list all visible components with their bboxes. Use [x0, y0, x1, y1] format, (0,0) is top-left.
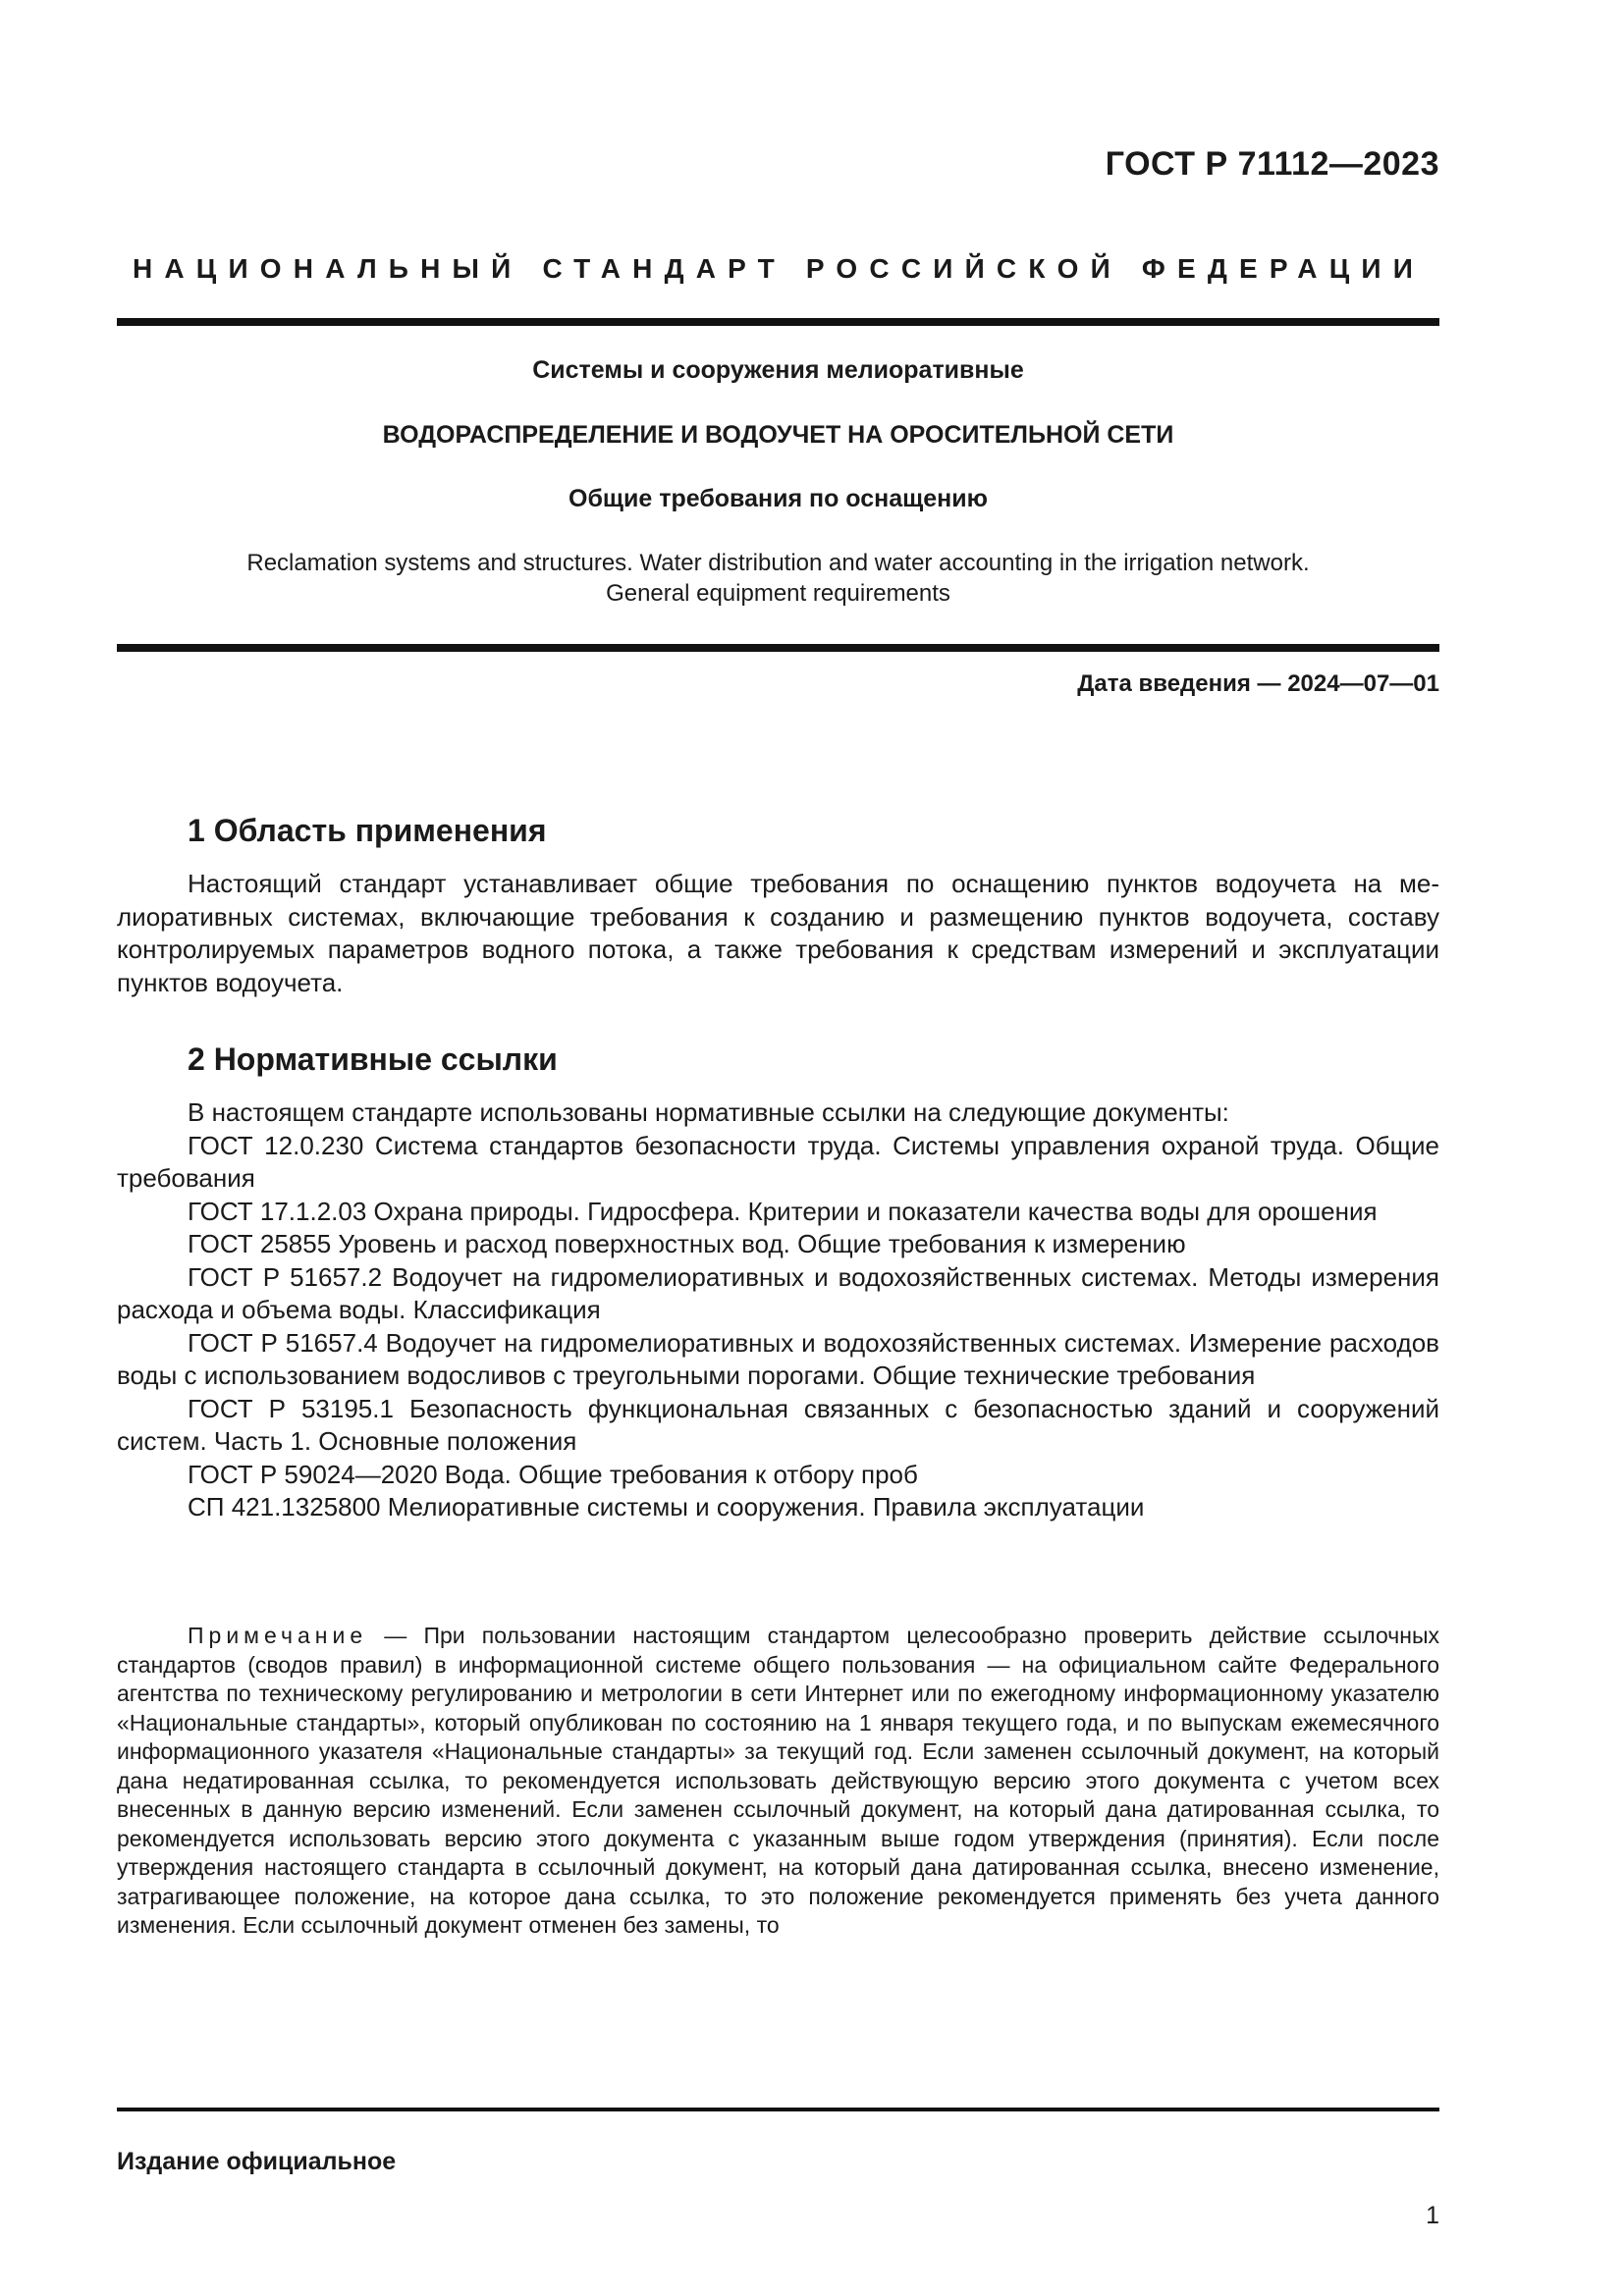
- section-1-heading: 1 Область применения: [188, 813, 547, 848]
- reference-item: СП 421.1325800 Мелиоративные системы и сооружения. Правила эксплуатации: [188, 1492, 1145, 1522]
- reference-item: ГОСТ 12.0.230 Система стандартов безопасности труда. Системы управления охраной труда. Общие требования: [117, 1130, 1439, 1193]
- note-label: Примечание: [188, 1623, 368, 1648]
- section-1: [117, 811, 1439, 850]
- page-number: 1: [1426, 2202, 1439, 2229]
- section-2-body: [117, 1096, 1439, 1524]
- reference-item: ГОСТ Р 51657.4 Водоучет на гидромелиоративных и водохозяйственных системах. Измерение расходов воды с использованием водосливов с треугольными порогами. Общие технические требования: [117, 1327, 1439, 1390]
- introduction-date: Дата введения — 2024—07—01: [1077, 670, 1439, 697]
- header-rule-top: [117, 318, 1439, 326]
- title-group: Системы и сооружения мелиоративные: [532, 356, 1024, 384]
- reference-item: ГОСТ Р 51657.2 Водоучет на гидромелиоративных и водохозяйственных системах. Методы измерения расхода и объема воды. Классификация: [117, 1261, 1439, 1324]
- reference-item: ГОСТ 17.1.2.03 Охрана природы. Гидросфера. Критерии и показатели качества воды для орошения: [188, 1196, 1378, 1226]
- footer-rule: [117, 2108, 1439, 2111]
- section-1-paragraph: Настоящий стандарт устанавливает общие требования по оснащению пунктов водоучета на мелиоративных системах, включающие требования к созданию и размещению пунктов водоучета, составу контролируемых параметров водного потока, а также требования к средствам измерений и эксплуатации пунктов водоучета.: [117, 869, 1439, 997]
- header-rule-bottom: [117, 644, 1439, 652]
- section-2-intro: В настоящем стандарте использованы нормативные ссылки на следующие документы:: [188, 1097, 1229, 1127]
- section-1-body: [117, 868, 1439, 999]
- note-text: — При пользовании настоящим стандартом целесообразно проверить действие ссылочных стандартов (сводов правил) в информационной системе общего пользования — на официальном сайте Федерального агентства по техническому регулированию и метрологии в сети Интернет или по ежегодному информационному указателю «Национальные стандарты», который опубликован по состоянию на 1 января текущего года, и по выпускам ежемесячного информационного указателя «Национальные стандарты» за текущий год. Если заменен ссылочный документ, на который дана недатированная ссылка, то рекомендуется использовать действующую версию этого документа с учетом всех внесенных в данную версию изменений. Если заменен ссылочный документ, на который дана датированная ссылка, то рекомендуется использовать версию этого документа с указанным выше годом утверждения (принятия). Если после утверждения настоящего стандарта в ссылочный документ, на который дана датированная ссылка, внесено изменение, затрагивающее положение, на которое дана ссылка, то это положение рекомендуется применять без учета данного изменения. Если ссылочный документ отменен без замены, то: [117, 1623, 1439, 1938]
- official-edition-label: Издание официальное: [117, 2148, 397, 2175]
- section-2: [117, 1040, 1439, 1079]
- title-english: [117, 548, 1439, 609]
- standard-designation: ГОСТ Р 71112—2023: [1105, 145, 1439, 183]
- reference-note: [117, 1622, 1439, 1941]
- title-english-line-2: General equipment requirements: [606, 580, 950, 607]
- standard-type-header: НАЦИОНАЛЬНЫЙ СТАНДАРТ РОССИЙСКОЙ ФЕДЕРАЦИИ: [132, 253, 1426, 284]
- note-paragraph: [117, 1622, 1439, 1941]
- reference-item: ГОСТ Р 53195.1 Безопасность функциональная связанных с безопасностью зданий и сооружений систем. Часть 1. Основные положения: [117, 1393, 1439, 1456]
- reference-item: ГОСТ 25855 Уровень и расход поверхностных вод. Общие требования к измерению: [188, 1229, 1186, 1258]
- title-english-line-1: Reclamation systems and structures. Water distribution and water accounting in the irrigation network.: [246, 550, 1310, 576]
- title-sub: Общие требования по оснащению: [568, 485, 988, 512]
- title-main: ВОДОРАСПРЕДЕЛЕНИЕ И ВОДОУЧЕТ НА ОРОСИТЕЛЬНОЙ СЕТИ: [382, 421, 1174, 449]
- section-2-heading: 2 Нормативные ссылки: [188, 1041, 558, 1077]
- reference-item: ГОСТ Р 59024—2020 Вода. Общие требования к отбору проб: [188, 1459, 918, 1489]
